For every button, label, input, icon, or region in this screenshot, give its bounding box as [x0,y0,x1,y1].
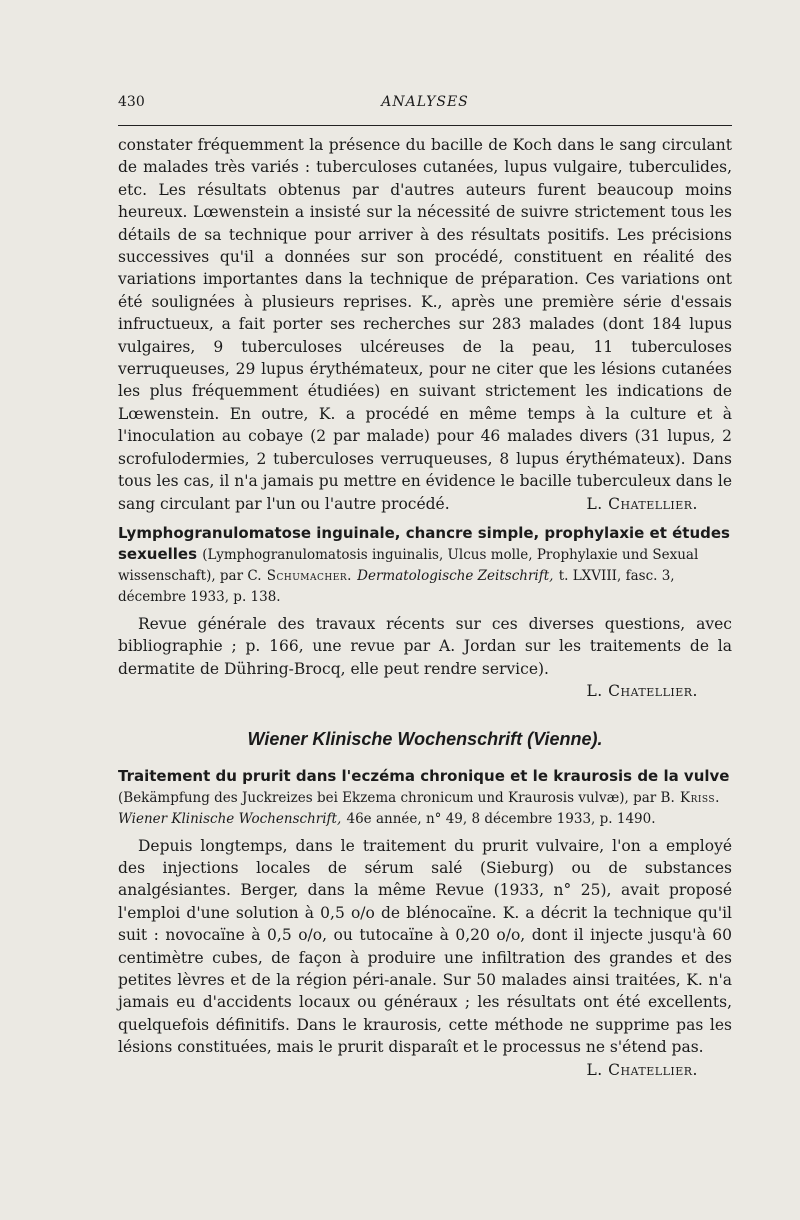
journal-heading: Wiener Klinische Wochenschrift (Vienne). [247,728,603,749]
entry-title [118,766,732,829]
entry-body-wrap [118,835,732,1079]
entry-prurit [118,766,732,1081]
entry-body: Revue générale des travaux récents sur ces diverses questions, avec bibliographie ; p. 166, une revue par A. Jordan sur les traitements de la dermatite de Dühring-Brocq, elle peut rendre service). [118,614,732,678]
entry-author: Schumacher. [266,567,352,584]
entry-reference: t. LXVIII, fasc. 3, décembre 1933, p. 138. [118,567,675,605]
entry-journal: Wiener Klinische Wochenschrift, [118,810,342,827]
signature: L. Chatellier. [586,1060,698,1079]
entry-lymphogranulomatose [118,523,732,703]
page-header [118,94,732,118]
entry-title [118,523,732,607]
signature: L. Chatellier. [586,682,698,701]
paragraph-continued [118,134,732,515]
paragraph-text: constater fréquemment la présence du bacille de Koch dans le sang circulant de malades très variés : tuberculoses cutanées, lupus vulgaire, tuberculides, etc. Les résultats obtenus par d'autres auteurs furent beaucoup moins heureux. Lœwenstein a insisté sur la nécessité de suivre strictement tous les détails de sa technique pour arriver à des résultats positifs. Les précisions successives qu'il a données sur son procédé, constituent en réalité des variations importantes dans la technique de préparation. Ces variations ont été soulignées à plusieurs reprises. K., après une première série d'essais infructueux, a fait porter ses recherches sur 283 malades (dont 184 lupus vulgaires, 9 tuberculoses ulcéreuses de la peau, 11 tuberculoses verruqueuses, 29 lupus érythémateux, pour ne citer que les lésions cutanées les plus fréquemment étudiées) en suivant strictement les indications de Lœwenstein. En outre, K. a procédé en même temps à la culture et à l'inoculation au cobaye (2 par malade) pour 46 malades divers (31 lupus, 2 scrofulodermies, 2 tuberculoses verruqueuses, 8 lupus érythémateux). Dans tous les cas, il n'a jamais pu mettre en évidence le bacille tuberculeux dans le sang circulant par l'un ou l'autre procédé. [118,136,732,513]
page-number: 430 [118,94,145,110]
entry-subtitle: (Lymphogranulomatosis inguinalis, Ulcus molle, Prophylaxie und Sexual wissenschaft), par C. [118,546,699,584]
entry-title-text: Lymphogranulomatose inguinale, chancre simple, prophylaxie et études sexuelles [118,523,730,563]
running-title: ANALYSES [381,94,469,110]
entry-reference: 46e année, n° 49, 8 décembre 1933, p. 1490. [346,810,656,827]
entry-journal: Dermatologische Zeitschrift, [357,567,554,584]
entry-title-text: Traitement du prurit dans l'eczéma chronique et le kraurosis de la vulve [118,766,730,785]
page-content [118,134,732,1081]
entry-subtitle: (Bekämpfung des Juckreizes bei Ekzema chronicum und Kraurosis vulvæ), par B. [118,789,675,806]
header-rule [118,125,732,126]
signature: L. Chatellier. [586,494,698,513]
entry-body: Depuis longtemps, dans le traitement du prurit vulvaire, l'on a employé des injections locales de sérum salé (Sieburg) ou de substances analgésiantes. Berger, dans la même Revue (1933, n° 25), avait proposé l'emploi d'une solution à 0,5 o/o de blénocaïne. K. a décrit la technique qu'il suit : novocaïne à 0,5 o/o, ou tutocaïne à 0,20 o/o, dont il injecte jusqu'à 60 centimètre cubes, de façon à produire une infiltration des grandes et des petites lèvres et de la région péri-anale. Sur 50 malades ainsi traitées, K. n'a jamais eu d'accidents locaux ou généraux ; les résultats ont été excellents, quelquefois définitifs. Dans le kraurosis, cette méthode ne supprime pas les lésions constituées, mais le prurit disparaît et le processus ne s'étend pas. [118,836,732,1057]
entry-author: Kriss. [680,789,720,806]
